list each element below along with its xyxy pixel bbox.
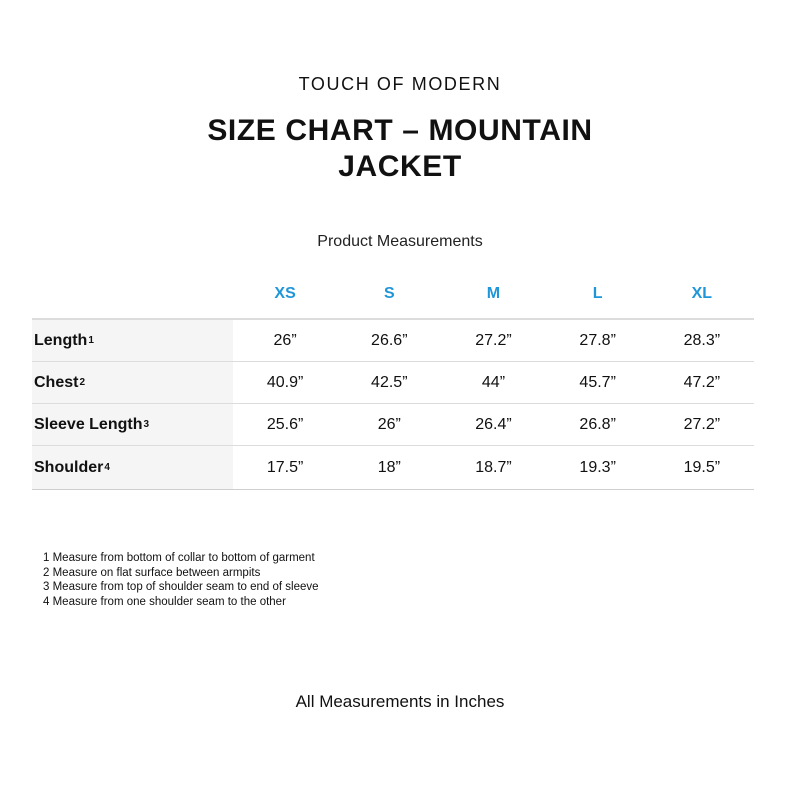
- footnote-marker: 3: [143, 419, 150, 430]
- table-cell: 26.6”: [371, 331, 408, 349]
- row-label-text: Length: [34, 331, 88, 349]
- row-label-chest: [32, 362, 233, 403]
- table-cell: 40.9”: [266, 373, 304, 391]
- table-row-shoulder: [32, 446, 754, 490]
- table-cell: 26.4”: [475, 415, 512, 433]
- row-label-sleeve-length: [32, 404, 233, 445]
- table-cell: 25.6”: [266, 415, 304, 433]
- table-cell: 47.2”: [683, 373, 721, 391]
- footnote-item: 3 Measure from top of shoulder seam to end of sleeve: [43, 581, 319, 594]
- size-header-m: M: [486, 285, 501, 302]
- size-header-xl: XL: [691, 285, 713, 302]
- table-cell: 17.5”: [266, 458, 304, 476]
- table-cell: 27.8”: [579, 331, 616, 349]
- row-label-text: Sleeve Length: [34, 415, 143, 433]
- footnote-marker: 4: [104, 462, 110, 473]
- table-cell: 28.3”: [683, 331, 721, 349]
- table-cell: 26”: [377, 415, 401, 433]
- table-cell: 27.2”: [683, 415, 721, 433]
- footnote-item: 2 Measure on flat surface between armpits: [43, 566, 261, 579]
- table-cell: 26”: [273, 331, 297, 349]
- table-cell: 45.7”: [579, 373, 616, 391]
- units-note: All Measurements in Inches: [295, 692, 505, 711]
- table-subtitle: Product Measurements: [317, 233, 483, 250]
- row-label-length: [32, 320, 233, 361]
- row-label-shoulder: [32, 446, 233, 489]
- table-row-chest: [32, 362, 754, 404]
- table-cell: 19.5”: [683, 458, 721, 476]
- footnotes: [43, 551, 319, 609]
- footnote-marker: 2: [79, 377, 86, 388]
- footnote-item: 1 Measure from bottom of collar to bottom of garment: [43, 552, 315, 564]
- page-title: SIZE CHART – MOUNTAIN JACKET: [207, 114, 593, 183]
- table-cell: 19.3”: [579, 458, 616, 476]
- table-cell: 18.7”: [475, 458, 512, 476]
- table-cell: 26.8”: [579, 415, 616, 433]
- table-cell: 18”: [377, 458, 401, 476]
- row-label-text: Chest: [34, 373, 79, 391]
- table-row-length: [32, 320, 754, 362]
- table-cell: 27.2”: [475, 331, 512, 349]
- table-cell: 44”: [481, 373, 506, 391]
- size-header-row: [32, 270, 754, 320]
- table-row-sleeve-length: [32, 404, 754, 446]
- header-blank-cell: [32, 270, 233, 318]
- brand-logo: TOUCH OF MODERN: [298, 74, 502, 94]
- table-cell: 42.5”: [371, 373, 408, 391]
- size-header-xs: XS: [274, 285, 296, 302]
- footnote-item: 4 Measure from one shoulder seam to the other: [43, 595, 286, 608]
- footnote-marker: 1: [88, 335, 94, 346]
- size-header-s: S: [383, 285, 395, 302]
- size-header-l: L: [592, 285, 603, 302]
- size-table: [32, 270, 754, 490]
- row-label-text: Shoulder: [34, 458, 104, 476]
